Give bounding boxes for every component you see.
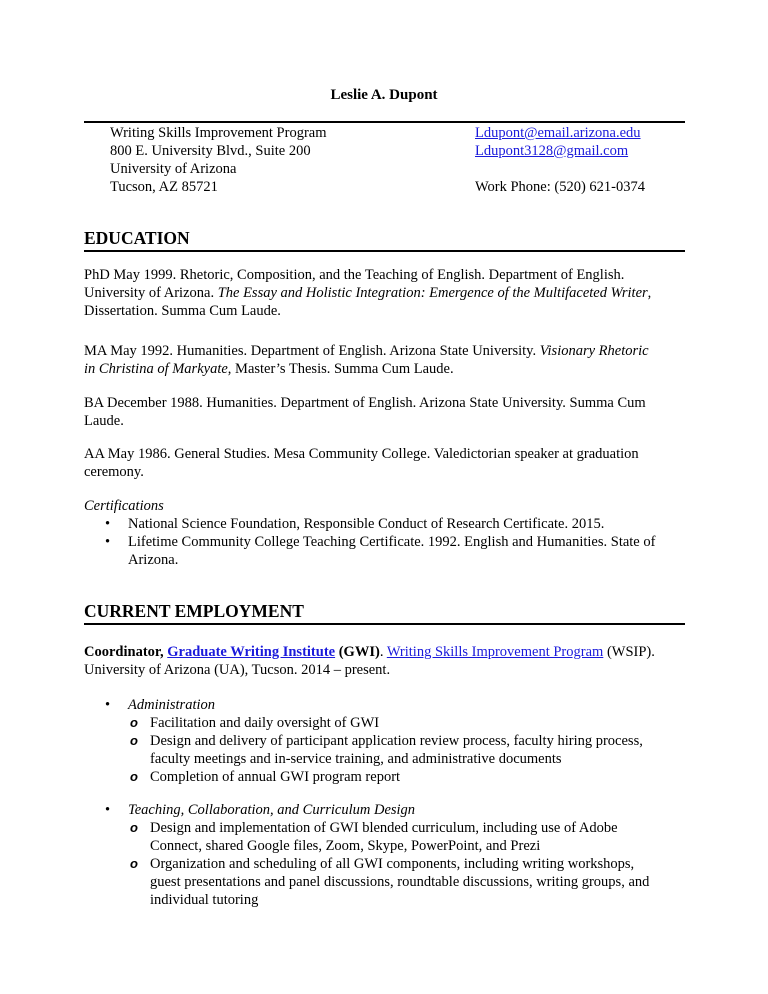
education-ba <box>84 394 684 430</box>
ma-line <box>84 342 684 360</box>
phd-text: University of Arizona. <box>84 285 218 301</box>
phd-line <box>84 284 684 302</box>
certifications-list <box>84 515 684 569</box>
list-item <box>84 696 684 714</box>
list-item <box>84 515 684 533</box>
ba-line: BA December 1988. Humanities. Department of English. Arizona State University. Summa Cum <box>84 395 646 411</box>
mailing-address <box>110 124 327 196</box>
phd-line: PhD May 1999. Rhetoric, Composition, and the Teaching of English. Department of English. <box>84 267 625 283</box>
job-title: Coordinator, <box>84 644 168 660</box>
duty-text: Design and implementation of GWI blended curriculum, including use of Adobe <box>150 820 618 836</box>
position-line <box>84 643 684 661</box>
wsip-link[interactable]: Writing Skills Improvement Program <box>386 644 604 660</box>
dissertation-title: The Essay and Holistic Integration: Emergence of the Multifaceted Writer <box>217 285 648 301</box>
duty-text: Design and delivery of participant application review process, faculty hiring process, <box>150 733 643 749</box>
certifications-label <box>84 497 684 515</box>
address-line: Tucson, AZ 85721 <box>110 179 218 195</box>
work-phone: Work Phone: (520) 621-0374 <box>475 179 645 195</box>
teaching-group <box>84 801 684 909</box>
cert-text: Lifetime Community College Teaching Certificate. 1992. English and Humanities. State of <box>128 534 656 550</box>
duty-text: Organization and scheduling of all GWI components, including writing workshops, <box>150 856 635 872</box>
cert-text: Arizona. <box>128 552 179 568</box>
education-aa <box>84 445 684 481</box>
circle-bullet-icon: o <box>130 856 138 871</box>
duty-text: faculty meetings and in-service training, and administrative documents <box>150 751 562 767</box>
sub-list-item <box>84 819 684 855</box>
thesis-title: Visionary Rhetoric <box>539 343 649 359</box>
education-heading: EDUCATION <box>84 229 685 252</box>
list-item <box>84 533 684 569</box>
gwi-abbr: (GWI) <box>335 644 380 660</box>
ma-line <box>84 360 684 378</box>
duty-text: Connect, shared Google files, Zoom, Skype, PowerPoint, and Prezi <box>150 838 541 854</box>
ma-text: MA May 1992. Humanities. Department of English. Arizona State University. <box>84 343 540 359</box>
phd-text: , <box>647 285 652 301</box>
sub-list-item <box>84 732 684 768</box>
contact-info <box>475 124 645 196</box>
employment-heading: CURRENT EMPLOYMENT <box>84 602 685 625</box>
position-line: University of Arizona (UA), Tucson. 2014 – present. <box>84 662 391 678</box>
certifications-heading: Certifications <box>84 498 164 514</box>
circle-bullet-icon: o <box>130 820 138 835</box>
duty-text: guest presentations and panel discussions, roundtable discussions, writing groups, and <box>150 874 650 890</box>
group-label: Administration <box>128 697 216 713</box>
sub-list-item <box>84 714 684 732</box>
bullet-icon: • <box>105 516 111 532</box>
separator: . <box>379 644 387 660</box>
ma-text: , Master’s Thesis. Summa Cum Laude. <box>227 361 454 377</box>
ba-line: Laude. <box>84 413 124 429</box>
sub-list-item <box>84 768 684 786</box>
email-link-work[interactable]: Ldupont@email.arizona.edu <box>475 125 641 141</box>
bullet-icon: • <box>105 534 111 550</box>
admin-group <box>84 696 684 786</box>
resume-name: Leslie A. Dupont <box>330 87 438 103</box>
aa-line: AA May 1986. General Studies. Mesa Community College. Valedictorian speaker at graduation <box>84 446 639 462</box>
aa-line: ceremony. <box>84 464 144 480</box>
list-item <box>84 801 684 819</box>
education-ma <box>84 342 684 378</box>
address-line: University of Arizona <box>110 161 237 177</box>
phd-line: Dissertation. Summa Cum Laude. <box>84 303 281 319</box>
employment-position <box>84 643 684 679</box>
circle-bullet-icon: o <box>130 733 138 748</box>
group-label: Teaching, Collaboration, and Curriculum Design <box>128 802 416 818</box>
circle-bullet-icon: o <box>130 715 138 730</box>
cert-text: National Science Foundation, Responsible Conduct of Research Certificate. 2015. <box>128 516 605 532</box>
header-rule <box>84 121 685 123</box>
address-line: Writing Skills Improvement Program <box>110 125 327 141</box>
duty-text: Completion of annual GWI program report <box>150 769 401 785</box>
wsip-abbr: (WSIP). <box>603 644 655 660</box>
circle-bullet-icon: o <box>130 769 138 784</box>
duty-text: individual tutoring <box>150 892 259 908</box>
sub-list-item <box>84 855 684 909</box>
bullet-icon: • <box>105 697 111 713</box>
bullet-icon: • <box>105 802 111 818</box>
email-link-personal[interactable]: Ldupont3128@gmail.com <box>475 143 629 159</box>
duty-text: Facilitation and daily oversight of GWI <box>150 715 380 731</box>
address-line: 800 E. University Blvd., Suite 200 <box>110 143 311 159</box>
thesis-title: in Christina of Markyate <box>84 361 228 377</box>
gwi-link[interactable]: Graduate Writing Institute <box>167 644 336 660</box>
education-phd <box>84 266 684 320</box>
